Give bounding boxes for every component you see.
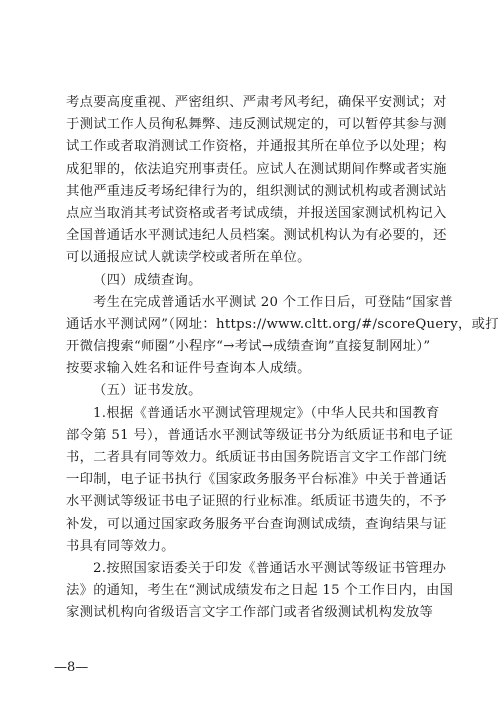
text-line: 按要求输入姓名和证件号查询本人成绩。	[66, 361, 311, 377]
text-line: 可以通报应试人就读学校或者所在单位。	[66, 250, 311, 266]
text-line: 其他严重违反考场纪律行为的，组织测试的测试机构或者测试站	[66, 183, 447, 199]
text-line: 成犯罪的，依法追究刑事责任。应试人在测试期间作弊或者实施	[66, 161, 447, 177]
text-line: 2.按照国家语委关于印发《普通话水平测试等级证书管理办	[93, 560, 447, 576]
text-line: 试工作或者取消测试工作资格，并通报其所在单位予以处理；构	[66, 139, 447, 155]
text-line: （五）证书发放。	[93, 383, 202, 399]
text-line: 开微信搜索“师圈”小程序“→考试→成绩查询”直接复制网址）”	[66, 339, 431, 355]
text-line: 法》的通知，考生在“测试成绩发布之日起 15 个工作日内，由国	[66, 583, 454, 599]
text-line: 通话水平测试网”（网址：https://www.cltt.org/#/scoreQuery，或打	[66, 316, 499, 332]
text-line: 点应当取消其考试资格或者考试成绩，并报送国家测试机构记入	[66, 205, 447, 221]
text-line: 考点要高度重视、严密组织、严肃考风考纪，确保平安测试；对	[66, 95, 447, 110]
text-line: 1.根据《普通话水平测试管理规定》（中华人民共和国教育	[93, 405, 440, 421]
text-line: （四）成绩查询。	[93, 272, 202, 288]
page-number: —8—	[54, 660, 89, 675]
text-line: 家测试机构向省级语言文字工作部门或者省级测试机构发放等	[66, 605, 434, 621]
text-line: 补发，可以通过国家政务服务平台查询测试成绩，查询结果与证	[66, 516, 447, 532]
text-line: 书，二者具有同等效力。纸质证书由国务院语言文字工作部门统	[66, 450, 447, 465]
text-line: 书具有同等效力。	[66, 538, 175, 554]
text-line: 全国普通话水平测试违纪人员档案。测试机构认为有必要的，还	[66, 228, 447, 244]
text-line: 考生在完成普通话水平测试 20 个工作日后，可登陆“国家普	[93, 294, 453, 310]
text-line: 部令第 51 号），普通话水平测试等级证书分为纸质证书和电子证	[66, 427, 454, 443]
document-body	[66, 92, 499, 625]
text-line: 水平测试等级证书电子证照的行业标准。纸质证书遗失的，不予	[66, 494, 447, 510]
text-line: 一印制，电子证书执行《国家政务服务平台标准》中关于普通话	[66, 472, 447, 488]
text-line: 于测试工作人员徇私舞弊、违反测试规定的，可以暂停其参与测	[66, 117, 447, 133]
